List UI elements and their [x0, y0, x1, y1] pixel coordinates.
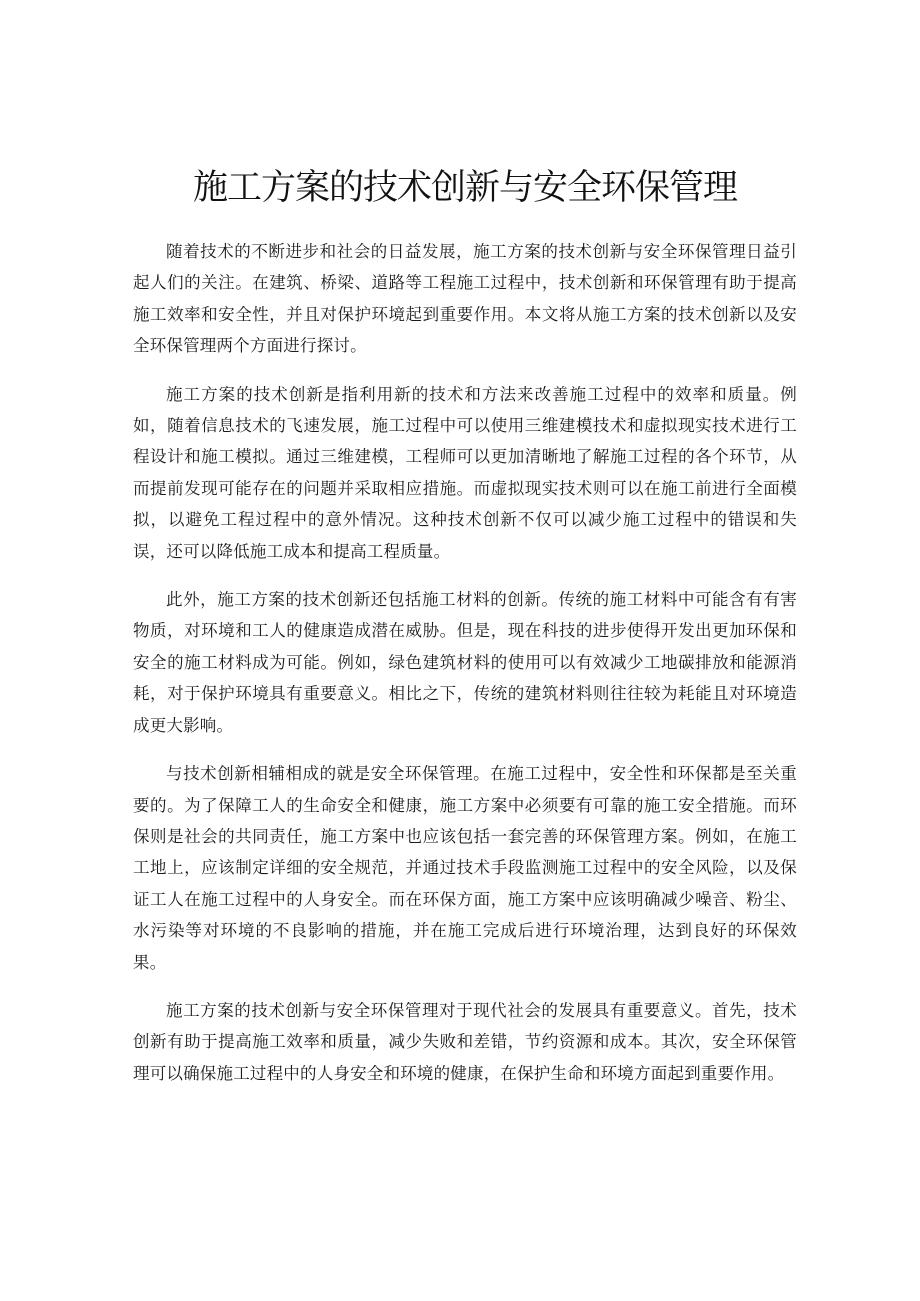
- paragraph-technical-innovation: 施工方案的技术创新是指利用新的技术和方法来改善施工过程中的效率和质量。例如，随着信息技术的飞速发展，施工过程中可以使用三维建模技术和虚拟现实技术进行工程设计和施工模拟。通过三维建模，工程师可以更加清晰地了解施工过程的各个环节，从而提前发现可能存在的问题并采取相应措施。而虚拟现实技术则可以在施工前进行全面模拟，以避免工程过程中的意外情况。这种技术创新不仅可以减少施工过程中的错误和失误，还可以降低施工成本和提高工程质量。: [133, 384, 797, 561]
- paragraph-intro: 随着技术的不断进步和社会的日益发展，施工方案的技术创新与安全环保管理日益引起人们的关注。在建筑、桥梁、道路等工程施工过程中，技术创新和环保管理有助于提高施工效率和安全性，并且对保护环境起到重要作用。本文将从施工方案的技术创新以及安全环保管理两个方面进行探讨。: [133, 242, 797, 356]
- paragraph-safety-environment: 与技术创新相辅相成的就是安全环保管理。在施工过程中，安全性和环保都是至关重要的。为了保障工人的生命安全和健康，施工方案中必须要有可靠的施工安全措施。而环保则是社会的共同责任，施工方案中也应该包括一套完善的环保管理方案。例如，在施工工地上，应该制定详细的安全规范，并通过技术手段监测施工过程中的安全风险，以及保证工人在施工过程中的人身安全。而在环保方面，施工方案中应该明确减少噪音、粉尘、水污染等对环境的不良影响的措施，并在施工完成后进行环境治理，达到良好的环保效果。: [133, 764, 797, 972]
- paragraph-significance: 施工方案的技术创新与安全环保管理对于现代社会的发展具有重要意义。首先，技术创新有助于提高施工效率和质量，减少失败和差错，节约资源和成本。其次，安全环保管理可以确保施工过程中的人身安全和环境的健康，在保护生命和环境方面起到重要作用。: [133, 1000, 797, 1083]
- document-title: 施工方案的技术创新与安全环保管理: [192, 168, 737, 208]
- paragraph-materials-innovation: 此外，施工方案的技术创新还包括施工材料的创新。传统的施工材料中可能含有有害物质，对环境和工人的健康造成潜在威胁。但是，现在科技的进步使得开发出更加环保和安全的施工材料成为可能。例如，绿色建筑材料的使用可以有效减少工地碳排放和能源消耗，对于保护环境具有重要意义。相比之下，传统的建筑材料则往往较为耗能且对环境造成更大影响。: [133, 590, 797, 735]
- document-body: [133, 236, 797, 1089]
